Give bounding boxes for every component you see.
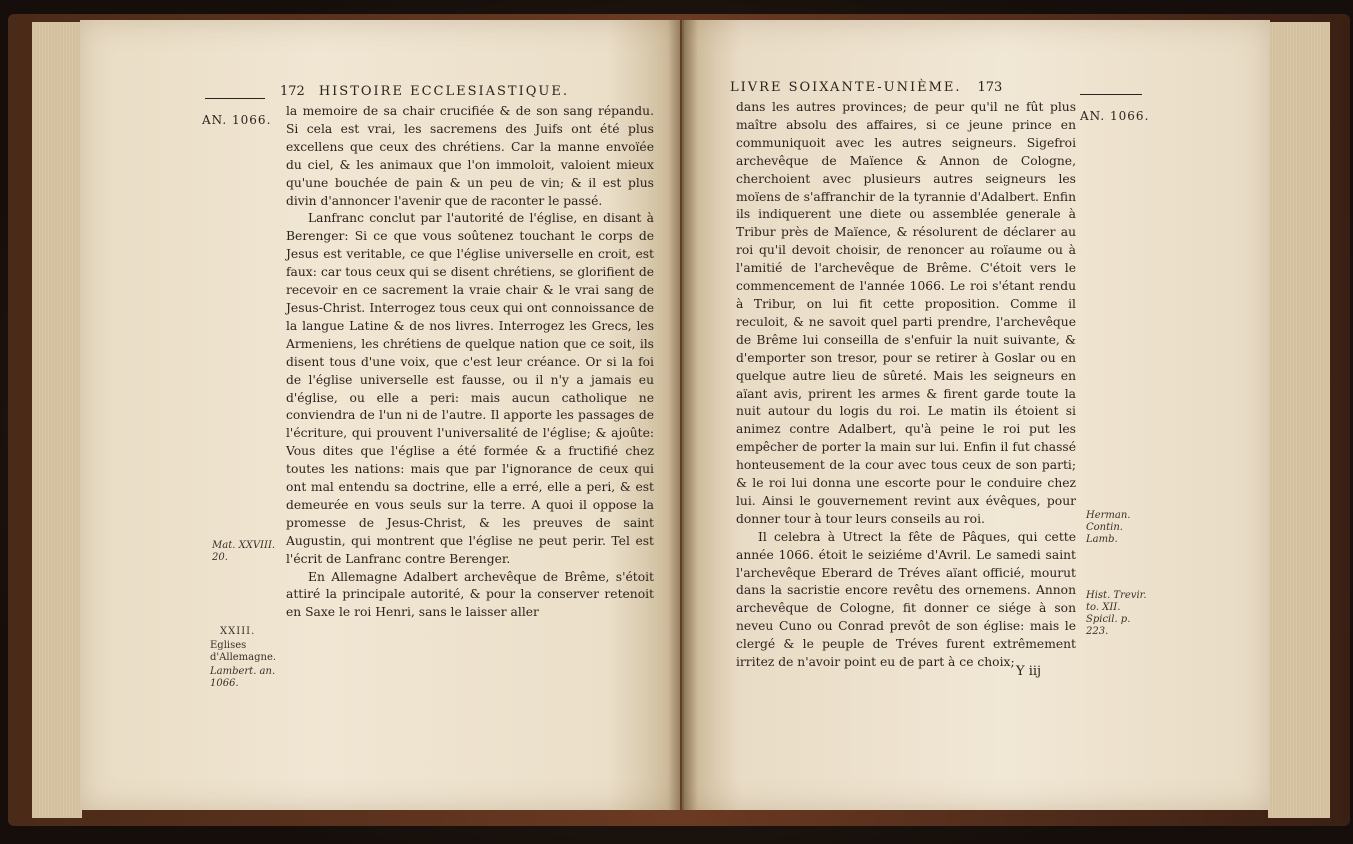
left-note-section: XXIII.	[220, 626, 256, 637]
right-page	[682, 20, 1270, 810]
left-paragraph-3: En Allemagne Adalbert archevêque de Brême, s'étoit attiré la principale autorité, & pour la conserver retenoit en Saxe le roi Henri, sans le laisser aller	[286, 569, 654, 620]
left-running-head	[280, 84, 569, 99]
right-paragraph-2: Il celebra à Utrect la fête de Pâques, qui cette année 1066. étoit le seiziéme d'Avril. Le samedi saint l'archevêque Eberard de Tréves aïant officié, mourut dans la sacristie encore revêtu des ornemens. Annon archevêque de Cologne, fit donner ce siége à son neveu Cuno ou Conrad prevôt de son église: mais le clergé & le peuple de Tréves furent extrêmement irritez de n'avoir point eu de part à ce choix;	[736, 529, 1076, 670]
left-body-text	[286, 103, 654, 622]
right-note-trevir: Hist. Trevir. to. XII. Spicil. p. 223.	[1086, 590, 1147, 637]
right-note-hermann: Herman. Contin. Lamb.	[1086, 510, 1131, 545]
page-signature: Y iij	[1016, 664, 1042, 679]
left-page	[80, 20, 680, 810]
left-paragraph-1: la memoire de sa chair crucifiée & de son sang répandu. Si cela est vrai, les sacremens des Juifs ont été plus excellens que ceux des chrétiens. Car la manne envoïée du ciel, & les animaux que l'on immoloit, valoient mieux qu'une bouchée de pain & un peu de vin; & il est plus divin d'annoncer l'avenir que de raconter le passé.	[286, 104, 654, 208]
left-margin-year: AN. 1066.	[202, 113, 272, 127]
left-note-lambert: Lambert. an. 1066.	[210, 666, 276, 689]
left-note-matthew: Mat. XXVIII. 20.	[212, 540, 276, 563]
right-paragraph-1: dans les autres provinces; de peur qu'il ne fût plus maître absolu des affaires, si ce jeune prince en communiquoit avec les autres seigneurs. Sigefroi archevêque de Maïence & Annon de Cologne, cherchoient avec plusieurs autres seigneurs les moïens de s'affranchir de la tyrannie d'Adalbert. Enfin ils indiquerent une diete ou assemblée generale à Tribur près de Maïence, & résolurent de déclarer au roi qu'il devoit choisir, de renoncer au roïaume ou à l'amitié de l'archevêque de Brême. C'étoit vers le commencement de l'année 1066. Le roi s'étant rendu à Tribur, on lui fit cette proposition. Comme il reculoit, & ne savoit quel parti prendre, l'archevêque de Brême lui conseilla de s'enfuir la nuit suivante, & d'emporter son tresor, pour se retirer à Goslar ou en quelque autre lieu de sûreté. Mais les seigneurs en aïant avis, prirent les armes & firent garde toute la nuit autour du logis du roi. Le matin ils étoient si animez contre Adalbert, qu'à peine le roi put les empêcher de porter la main sur lui. Enfin il fut chassé honteusement de la cour avec tous ceux de son parti; & le roi lui donna une escorte pour le conduire chez lui. Ainsi le gouvernement revint aux évêques, pour donner tour à tour leurs conseils au roi.	[736, 100, 1076, 526]
left-note-section-title: Eglises d'Allemagne.	[210, 640, 277, 663]
book-gutter	[668, 20, 698, 810]
left-paragraph-2: Lanfranc conclut par l'autorité de l'église, en disant à Berenger: Si ce que vous soûtenez touchant le corps de Jesus est veritable, ce que l'église universelle en croit, est faux: car tous ceux qui se disent chrétiens, se glorifient de recevoir en ce sacrement la vraie chair & le vrai sang de Jesus-Christ. Interrogez tous ceux qui ont connoissance de la langue Latine & de nos livres. Interrogez les Grecs, les Armeniens, les chrétiens de quelque nation que ce soit, ils disent tous d'une voix, que c'est leur créance. Or si la foi de l'église universelle est fausse, ou il n'y a jamais eu d'église, ou elle a peri: mais aucun catholique ne conviendra de l'un ni de l'autre. Il apporte les passages de l'écriture, qui prouvent l'universalité de l'église; & ajoûte: Vous dites que l'église a été formée & a fructifié chez toutes les nations: mais que par l'ignorance de ceux qui ont mal entendu sa doctrine, elle a erré, elle a peri, & est demeurée en vous seuls sur la terre. A quoi il oppose la promesse de Jesus-Christ, & les preuves de saint Augustin, qui montrent que l'église ne peut perir. Tel est l'écrit de Lanfranc contre Berenger.	[286, 211, 654, 566]
right-page-edges	[1268, 22, 1330, 818]
right-year-rule	[1080, 94, 1142, 95]
right-page-number: 173	[977, 80, 1003, 95]
right-body-text	[736, 99, 1076, 672]
left-page-edges	[32, 22, 82, 818]
left-year-rule	[205, 98, 265, 99]
right-margin-year: AN. 1066.	[1080, 109, 1150, 123]
left-page-number: 172	[280, 84, 305, 99]
right-running-title: LIVRE SOIXANTE-UNIÈME.	[730, 80, 962, 95]
left-running-title: HISTOIRE ECCLESIASTIQUE.	[318, 84, 569, 99]
right-running-head	[730, 80, 1002, 95]
